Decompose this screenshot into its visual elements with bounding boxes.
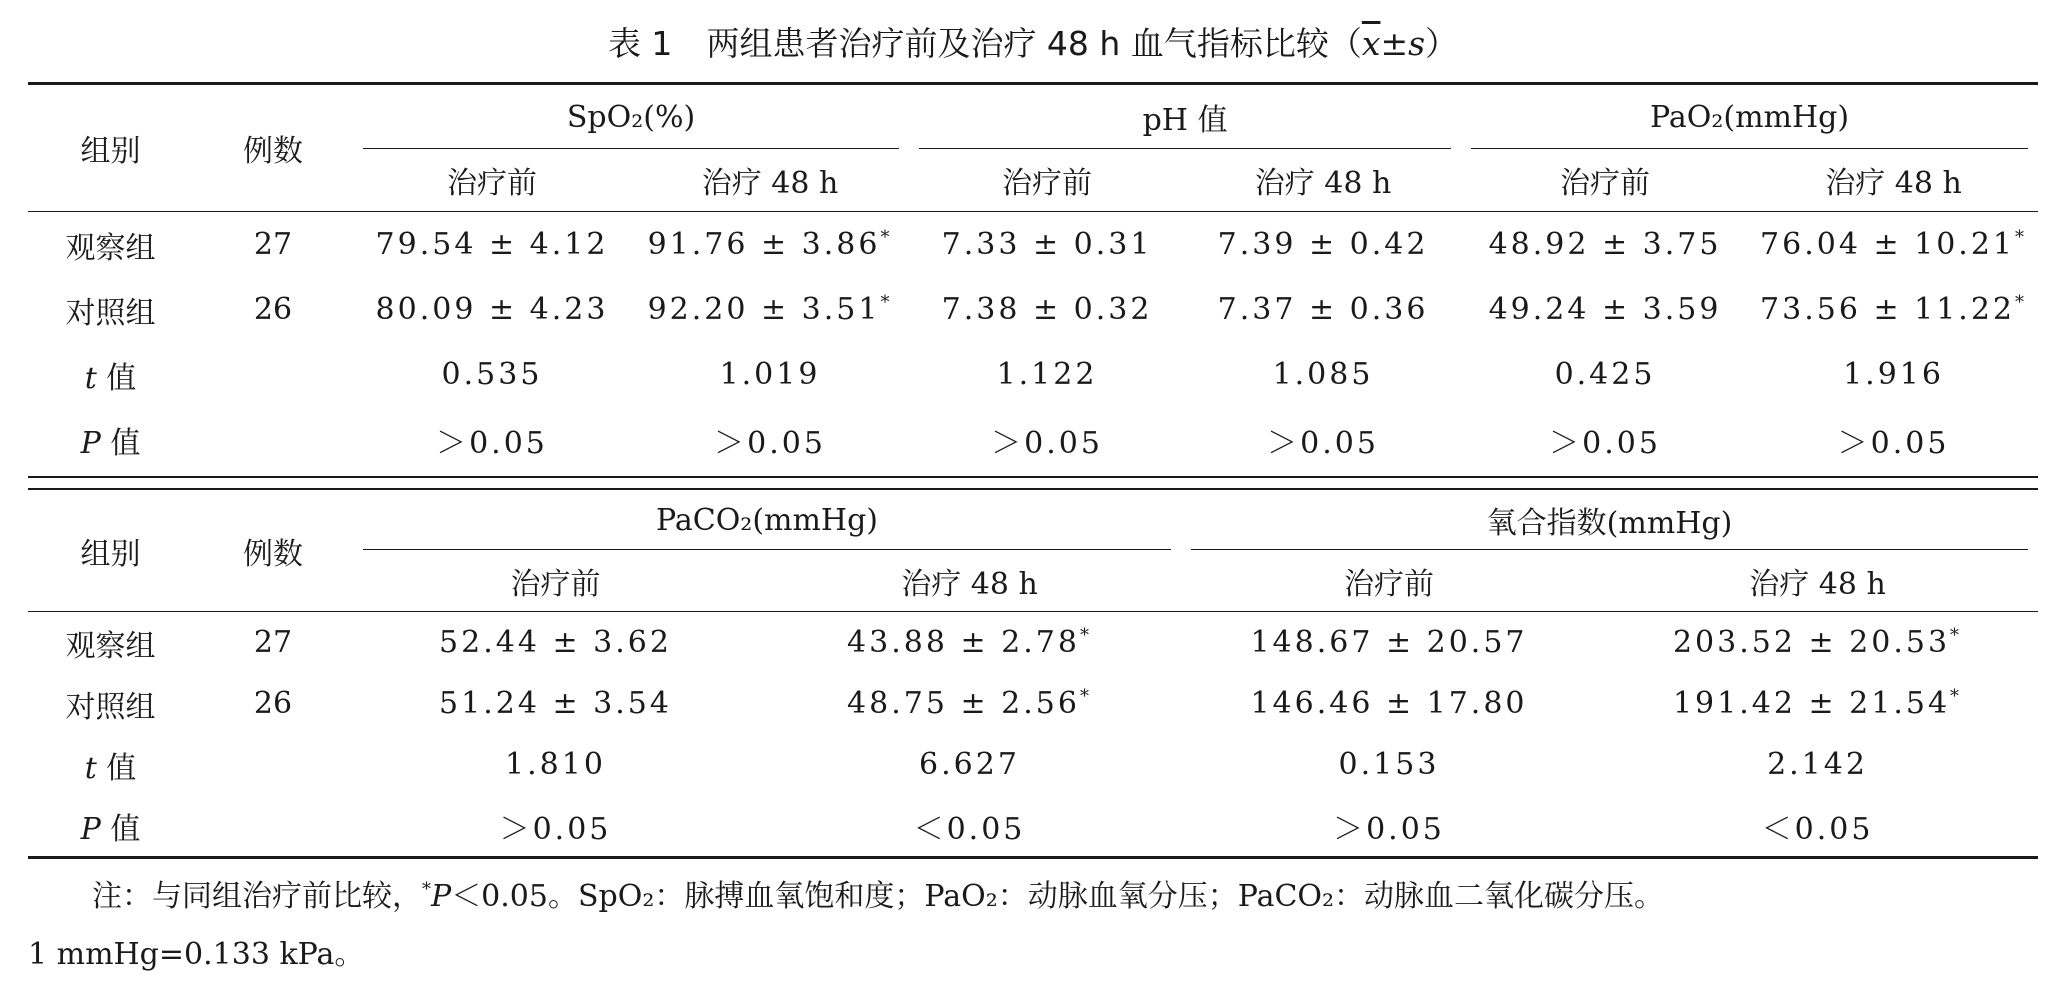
table-note: 注：与同组治疗前比较，*P＜0.05。SpO₂：脉搏血氧饱和度；PaO₂：动脉血氧分压；PaCO₂：动脉血二氧化碳分压。 xyxy=(92,879,1665,914)
row-label: t 值 xyxy=(84,360,137,396)
header-spo2: SpO₂(%) xyxy=(353,84,909,150)
table-caption: 表 1 两组患者治疗前及治疗 48 h 血气指标比较$(\overline{x}\pm s)$ xyxy=(607,24,1459,63)
significance-star: * xyxy=(2015,292,2028,313)
table-cell: ＜0.05 xyxy=(1761,811,1874,847)
table-note-unit: 1 mmHg=0.133 kPa。 xyxy=(28,937,365,972)
table-cell: 7.38 ± 0.32 xyxy=(941,292,1153,327)
row-cases: 26 xyxy=(253,686,293,721)
header-group: 组别 xyxy=(28,489,193,612)
row-cases: 26 xyxy=(253,292,293,327)
document-page xyxy=(28,0,2038,1000)
row-cases xyxy=(193,795,353,858)
mean-symbol: $\overline{x}$ xyxy=(1361,24,1381,63)
subheader-after: 治疗 48 h xyxy=(758,550,1181,612)
table-cell: 51.24 ± 3.54 xyxy=(439,686,672,721)
table-cell: 0.425 xyxy=(1554,357,1656,392)
row-label: 对照组 xyxy=(65,689,156,725)
table-cell: 80.09 ± 4.23 xyxy=(375,292,609,327)
significance-star: * xyxy=(1950,625,1963,646)
table-row-observation xyxy=(28,612,2038,674)
table-cell: 2.142 xyxy=(1767,747,1868,782)
table-cell: 203.52 ± 20.53* xyxy=(1672,625,1963,660)
header-pao2: PaO₂(mmHg) xyxy=(1461,84,2038,150)
table-number: 表 1 xyxy=(607,24,673,63)
table-divider xyxy=(28,476,2038,478)
table-cell: ＞0.05 xyxy=(1549,425,1661,461)
table-row-control xyxy=(28,673,2038,734)
significance-star: * xyxy=(880,227,893,248)
table-cell: ＞0.05 xyxy=(1837,425,1950,461)
table-cell: 7.33 ± 0.31 xyxy=(941,227,1153,262)
table-title: 两组患者治疗前及治疗 48 h 血气指标比较 xyxy=(706,24,1329,63)
blood-gas-table-part2 xyxy=(28,488,2038,859)
subheader-after: 治疗 48 h xyxy=(1185,149,1461,212)
table-cell: 48.75 ± 2.56* xyxy=(847,686,1092,721)
subheader-before: 治疗前 xyxy=(353,149,631,212)
header-paco2: PaCO₂(mmHg) xyxy=(353,489,1181,550)
table-cell: 1.085 xyxy=(1272,357,1374,392)
table-cell: ＞0.05 xyxy=(714,425,826,461)
table-cell: 6.627 xyxy=(919,747,1020,782)
table-cell: 43.88 ± 2.78* xyxy=(847,625,1092,660)
table-cell: 1.810 xyxy=(505,747,606,782)
significance-star: * xyxy=(1079,686,1092,707)
row-label: t 值 xyxy=(84,750,137,786)
table-row-t-value xyxy=(28,734,2038,795)
table-cell: 7.39 ± 0.42 xyxy=(1217,227,1429,262)
table-cell: ＞0.05 xyxy=(499,811,612,847)
table-cell: 73.56 ± 11.22* xyxy=(1760,292,2028,327)
subheader-before: 治疗前 xyxy=(1461,149,1749,212)
table-cell: 49.24 ± 3.59 xyxy=(1488,292,1722,327)
header-cases: 例数 xyxy=(193,489,353,612)
table-cell: 79.54 ± 4.12 xyxy=(375,227,609,262)
table-cell: 1.122 xyxy=(996,357,1098,392)
header-ph: pH 值 xyxy=(909,84,1461,150)
sd-symbol: ±s xyxy=(1380,24,1426,63)
table-row-p-value xyxy=(28,407,2038,472)
significance-star: * xyxy=(1079,625,1092,646)
subheader-after: 治疗 48 h xyxy=(1597,550,2038,612)
row-cases xyxy=(193,407,353,472)
table-cell: 1.019 xyxy=(719,357,821,392)
table-cell: ＞0.05 xyxy=(1267,425,1379,461)
significance-star: * xyxy=(2015,227,2028,248)
row-cases: 27 xyxy=(253,227,293,262)
row-label: P 值 xyxy=(80,811,141,847)
row-label: 观察组 xyxy=(65,230,156,266)
row-label: 观察组 xyxy=(65,628,156,664)
table-cell: 7.37 ± 0.36 xyxy=(1217,292,1429,327)
table-cell: ＜0.05 xyxy=(913,811,1026,847)
subheader-after: 治疗 48 h xyxy=(631,149,909,212)
significance-star: * xyxy=(422,879,431,900)
row-cases: 27 xyxy=(253,625,293,660)
table-cell: 48.92 ± 3.75 xyxy=(1488,227,1722,262)
table-cell: ＞0.05 xyxy=(1333,811,1445,847)
table-row-t-value xyxy=(28,342,2038,407)
header-oxygenation-index: 氧合指数(mmHg) xyxy=(1181,489,2038,550)
table-cell: 191.42 ± 21.54* xyxy=(1672,686,1963,721)
significance-star: * xyxy=(1950,686,1963,707)
row-cases xyxy=(193,734,353,795)
table-cell: 52.44 ± 3.62 xyxy=(439,625,672,660)
header-cases: 例数 xyxy=(193,84,353,212)
blood-gas-table-part1 xyxy=(28,82,2038,472)
subheader-before: 治疗前 xyxy=(1181,550,1597,612)
row-label: 对照组 xyxy=(65,295,156,331)
table-row-observation xyxy=(28,212,2038,278)
table-cell: 91.76 ± 3.86* xyxy=(647,227,893,262)
subheader-after: 治疗 48 h xyxy=(1749,149,2038,212)
table-cell: 0.535 xyxy=(441,357,543,392)
table-cell: ＞0.05 xyxy=(991,425,1103,461)
table-cell: 1.916 xyxy=(1843,357,1944,392)
significance-star: * xyxy=(880,292,893,313)
table-row-control xyxy=(28,277,2038,342)
table-cell: 92.20 ± 3.51* xyxy=(647,292,893,327)
header-group: 组别 xyxy=(28,84,193,212)
subheader-before: 治疗前 xyxy=(353,550,758,612)
table-cell: 0.153 xyxy=(1338,747,1440,782)
table-row-p-value xyxy=(28,795,2038,858)
table-cell: 148.67 ± 20.57 xyxy=(1250,625,1528,660)
table-cell: ＞0.05 xyxy=(436,425,548,461)
row-label: P 值 xyxy=(80,425,141,461)
row-cases xyxy=(193,342,353,407)
subheader-before: 治疗前 xyxy=(909,149,1185,212)
table-cell: 146.46 ± 17.80 xyxy=(1250,686,1528,721)
table-cell: 76.04 ± 10.21* xyxy=(1760,227,2028,262)
